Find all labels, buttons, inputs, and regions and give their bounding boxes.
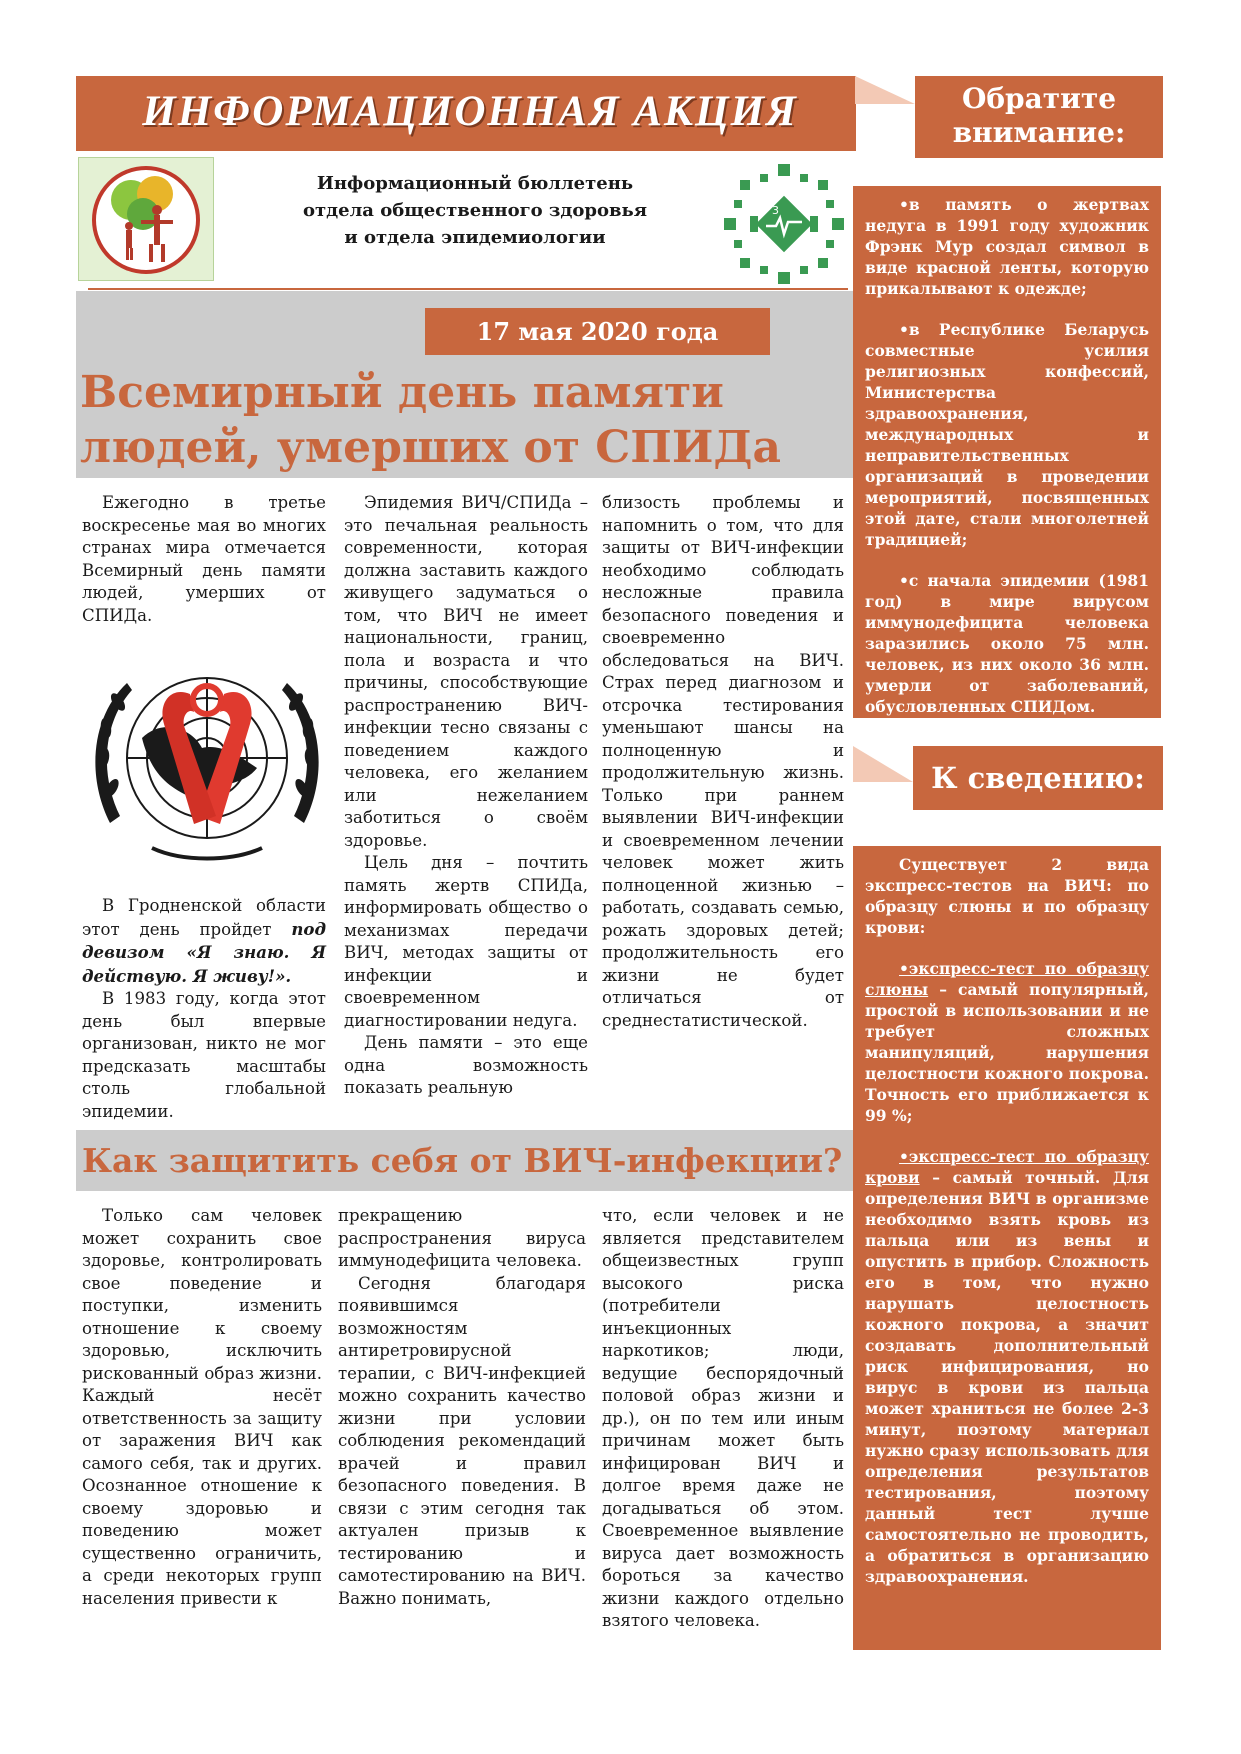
section-col-1 (82, 1205, 322, 1610)
page-title (80, 365, 850, 475)
attention-header (915, 76, 1163, 158)
bulletin-heading (260, 170, 690, 251)
article-col-1-bottom (82, 895, 326, 1123)
red-ribbon-icon (82, 648, 332, 866)
attention-line-1: Обратите (961, 82, 1117, 115)
attention-fold (855, 76, 915, 104)
saliva-test-text: – самый популярный, простой в использовании и не требует сложных манипуляций, нарушения целостности кожного покрова. Точность его приближается к 99 %; (865, 980, 1149, 1125)
section-paragraph: прекращению распространения вируса иммунодефицита человека. (338, 1206, 586, 1270)
article-paragraph: В 1983 году, когда этот день был впервые организован, никто не мог предсказать масштабы столь глобальной эпидемии. (82, 989, 326, 1121)
svg-text:3: 3 (772, 204, 779, 217)
section-paragraph: что, если человек и не является представителем общеизвестных групп высокого риска (потребители инъекционных наркотиков; люди, ведущие беспорядочный половой образ жизни и др.), он по тем или иным причинам может быть инфицирован ВИЧ и долгое время даже не догадываться об этом. Своевременное выявление вируса дает возможность бороться за качество жизни каждого отдельно взятого человека. (602, 1206, 844, 1630)
article-col-2 (344, 492, 588, 1100)
title-line-1: Всемирный день памяти (80, 367, 724, 418)
info-header: К сведению: (913, 746, 1163, 810)
header-rule (88, 288, 848, 290)
attention-item: •в память о жертвах недуга в 1991 году художник Фрэнк Мур создал символ в виде красной ленты, которую прикалывают к одежде; (865, 195, 1149, 298)
article-paragraph: День памяти – это еще одна возможность показать реальную (344, 1033, 588, 1097)
section-paragraph: Только сам человек может сохранить свое здоровье, контролировать свое поведение и поступки, изменить отношение к своему здоровью, исключить рискованный образ жизни. Каждый несёт ответственность за защиту от заражения ВИЧ как самого себя, так и других. Осознанное отношение к своему здоровью и поведению может существенно ограничить, а среди некоторых групп населения привести к (82, 1206, 322, 1608)
info-item (865, 1146, 1149, 1587)
article-col-1-top (82, 492, 326, 627)
health-logo (78, 157, 214, 281)
article-paragraph (82, 895, 326, 988)
bulletin-line-2: отдела общественного здоровья (302, 200, 647, 221)
section-col-3 (602, 1205, 844, 1633)
date-label: 17 мая 2020 года (425, 308, 770, 355)
info-item: Существует 2 вида экспресс-тестов на ВИЧ: по образцу слюны и по образцу крови: (865, 855, 1149, 937)
banner-title: ИНФОРМАЦИОННАЯ АКЦИЯ (142, 88, 798, 135)
attention-item: •с начала эпидемии (1981 год) в мире вирусом иммунодефицита человека заразились около 75 млн. человек, из них около 36 млн. умерли от заболеваний, обусловленных СПИДом. (865, 571, 1149, 716)
bulletin-line-1: Информационный бюллетень (316, 173, 634, 194)
health-logo-icon (79, 158, 213, 280)
attention-line-2: внимание: (952, 116, 1126, 149)
motto-intro: В Гродненской области этот день пройдет (82, 896, 326, 939)
ornament-logo-icon (720, 160, 848, 288)
article-paragraph: Цель дня – почтить память жертв СПИДа, информировать общество о механизмах передачи ВИЧ, методах защиты от инфекции и своевременном диагностировании недуга. (344, 853, 588, 1030)
motto-text: под девизом «Я знаю. Я действую. Я живу!». (82, 918, 326, 986)
info-fold (853, 746, 913, 782)
saliva-test-link: •экспресс-тест по образцу слюны (865, 959, 1149, 999)
article-paragraph: близость проблемы и напомнить о том, что для защиты от ВИЧ-инфекции необходимо соблюдать несложные правила безопасного поведения и своевременно обследоваться на ВИЧ. Страх перед диагнозом и отсрочка тестирования уменьшают шансы на полноценную и продолжительную жизнь. Только при раннем выявлении ВИЧ-инфекции и своевременном лечении человек может жить полноценной жизнью – работать, создавать семью, рожать здоровых детей; продолжительность его жизни не будет отличаться от среднестатистической. (602, 493, 844, 1030)
attention-item: •в Республике Беларусь совместные усилия религиозных конфессий, Министерства здравоохранения, международных и неправительственных организаций в проведении мероприятий, посвященных этой дате, стали многолетней традицией; (865, 320, 1149, 549)
bulletin-line-3: и отдела эпидемиологии (344, 227, 606, 248)
un-ribbon-emblem (82, 648, 332, 866)
article-paragraph: Эпидемия ВИЧ/СПИДа – это печальная реальность современности, которая должна заставить каждого живущего задуматься о том, что ВИЧ не имеет национальности, границ, пола и возраста и что причины, способствующие распространению ВИЧ-инфекции тесно связаны с поведением каждого человека, его желанием или нежеланием заботиться о своём здоровье. (344, 493, 588, 850)
title-line-2: людей, умерших от СПИДа (80, 422, 782, 473)
article-col-3 (602, 492, 844, 1032)
info-item (865, 958, 1149, 1126)
ornament-logo (720, 160, 848, 288)
info-box (853, 846, 1161, 1650)
blood-test-text: – самый точный. Для определения ВИЧ в организме необходимо взять кровь из пальца или из вены и опустить в прибор. Сложность его в том, что нужно нарушать целостность кожного покрова, а значит создавать дополнительный риск инфицирования, но вирус в крови из пальца может храниться не более 2-3 минут, поэтому материал нужно сразу использовать для определения результатов тестирования, поэтому данный тест лучше самостоятельно не проводить, а обратиться в организацию здравоохранения. (865, 1168, 1149, 1586)
blood-test-link: •экспресс-тест по образцу крови (865, 1147, 1149, 1187)
article-paragraph: Ежегодно в третье воскресенье мая во многих странах мира отмечается Всемирный день памяти людей, умерших от СПИДа. (82, 493, 326, 625)
section-col-2 (338, 1205, 586, 1610)
section-paragraph: Сегодня благодаря появившимся возможностям антиретровирусной терапии, с ВИЧ-инфекцией можно сохранить качество жизни при условии соблюдения рекомендаций врачей и правил безопасного поведения. В связи с этим сегодня так актуален призыв к тестированию и самотестированию на ВИЧ. Важно понимать, (338, 1273, 586, 1608)
section-title: Как защитить себя от ВИЧ-инфекции? (82, 1141, 843, 1180)
attention-box (853, 186, 1161, 718)
